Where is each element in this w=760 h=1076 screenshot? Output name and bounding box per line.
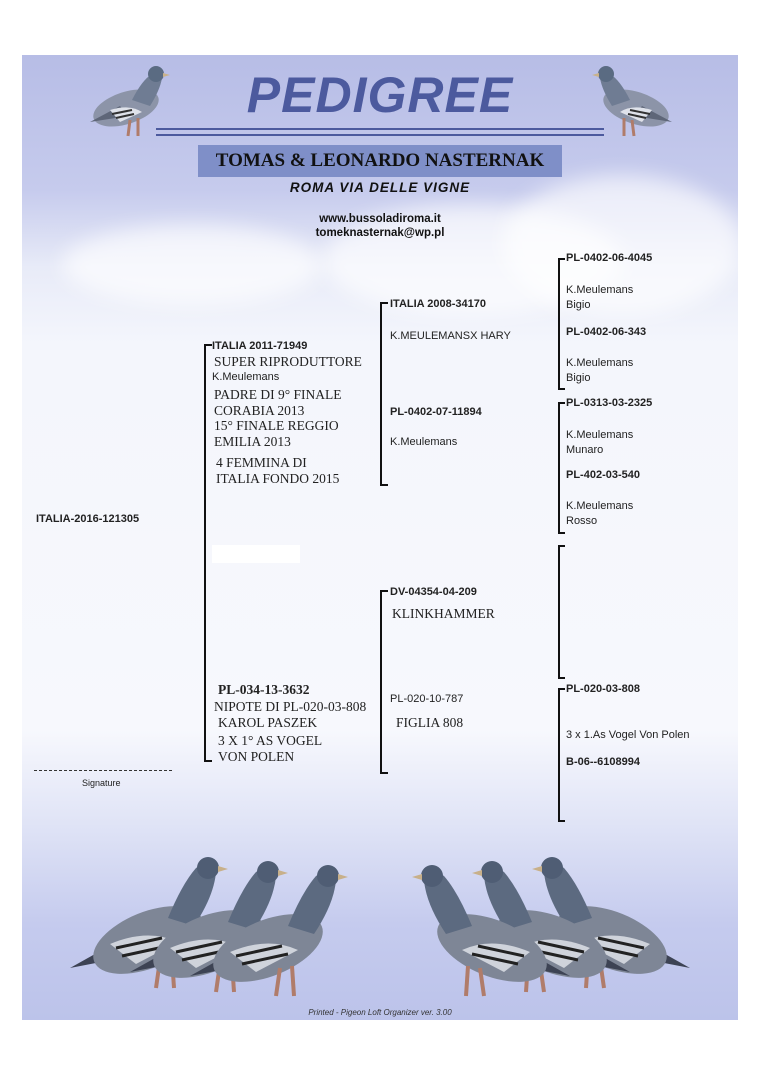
bracket-line bbox=[380, 302, 388, 304]
dam-note: 3 X 1° AS VOGEL bbox=[218, 733, 323, 748]
title-rule bbox=[156, 134, 604, 136]
signature-label: Signature bbox=[82, 778, 121, 788]
gen3-breeder: K.Meulemans bbox=[566, 429, 634, 441]
gen3-name: Munaro bbox=[566, 444, 604, 456]
gen3-breeder: K.Meulemans bbox=[566, 284, 634, 296]
bracket-line bbox=[558, 258, 565, 260]
sire-note: 15° FINALE REGGIO bbox=[214, 418, 339, 433]
bracket-line bbox=[380, 302, 382, 486]
bracket-line bbox=[558, 402, 565, 404]
owner-name: TOMAS & LEONARDO NASTERNAK bbox=[198, 145, 562, 177]
owner-location: ROMA VIA DELLE VIGNE bbox=[289, 180, 471, 195]
sire-note: PADRE DI 9° FINALE bbox=[214, 387, 342, 402]
gen3-ring: PL-0402-06-343 bbox=[566, 326, 647, 338]
gen2-note: K.Meulemans bbox=[390, 436, 458, 448]
bracket-line bbox=[558, 545, 565, 547]
bracket-line bbox=[204, 344, 206, 762]
bracket-line bbox=[380, 772, 388, 774]
bracket-line bbox=[558, 688, 565, 690]
dam-ring: PL-034-13-3632 bbox=[218, 682, 310, 697]
dam-note: NIPOTE DI PL-020-03-808 bbox=[214, 699, 367, 714]
subject-ring: ITALIA-2016-121305 bbox=[36, 513, 140, 525]
dam-note: VON POLEN bbox=[218, 749, 295, 764]
sire-ring: ITALIA 2011-71949 bbox=[212, 340, 308, 352]
bracket-line bbox=[558, 388, 565, 390]
gen3-ring: PL-0402-06-4045 bbox=[566, 252, 653, 264]
gen3-breeder: K.Meulemans bbox=[566, 500, 634, 512]
bracket-line bbox=[558, 545, 560, 679]
sire-note: SUPER RIPRODUTTORE bbox=[214, 354, 362, 369]
bracket-line bbox=[380, 590, 382, 774]
gen3-name: Bigio bbox=[566, 299, 591, 311]
email-link[interactable]: tomeknasternak@wp.pl bbox=[315, 227, 445, 239]
sire-note: ITALIA FONDO 2015 bbox=[216, 471, 340, 486]
bracket-line bbox=[558, 402, 560, 534]
title-rule bbox=[156, 128, 604, 130]
gen3-name: Rosso bbox=[566, 515, 598, 527]
gen2-note: FIGLIA 808 bbox=[396, 715, 464, 730]
gen2-ring: DV-04354-04-209 bbox=[390, 586, 477, 598]
pigeon-group-right-icon bbox=[400, 848, 690, 1003]
bracket-line bbox=[558, 677, 565, 679]
bracket-line bbox=[558, 532, 565, 534]
gen3-ring: PL-402-03-540 bbox=[566, 469, 640, 481]
gen2-note: KLINKHAMMER bbox=[392, 606, 495, 621]
gen3-ring: PL-0313-03-2325 bbox=[566, 397, 653, 409]
pigeon-group-left-icon bbox=[70, 848, 360, 1003]
gen3-ring: PL-020-03-808 bbox=[566, 683, 640, 695]
sire-note: EMILIA 2013 bbox=[214, 434, 291, 449]
gen2-ring: PL-020-10-787 bbox=[390, 693, 464, 705]
signature-line bbox=[34, 770, 172, 771]
bracket-line bbox=[558, 688, 560, 822]
gen2-ring: PL-0402-07-11894 bbox=[390, 406, 482, 418]
dam-note: KAROL PASZEK bbox=[218, 715, 318, 730]
bracket-line bbox=[380, 484, 388, 486]
bracket-line bbox=[204, 760, 212, 762]
website-link[interactable]: www.bussoladiroma.it bbox=[319, 213, 441, 225]
gen2-note: K.MEULEMANSX HARY bbox=[390, 330, 511, 342]
gen3-name: Bigio bbox=[566, 372, 591, 384]
bracket-line bbox=[204, 344, 212, 346]
gen3-ring: B-06--6108994 bbox=[566, 756, 640, 768]
blank-label bbox=[212, 545, 300, 563]
sire-breeder: K.Meulemans bbox=[212, 371, 280, 383]
gen3-note: 3 x 1.As Vogel Von Polen bbox=[566, 729, 690, 741]
bracket-line bbox=[558, 820, 565, 822]
sire-note: 4 FEMMINA DI bbox=[216, 455, 307, 470]
bracket-line bbox=[558, 258, 560, 390]
gen2-ring: ITALIA 2008-34170 bbox=[390, 298, 486, 310]
footer-note: Printed - Pigeon Loft Organizer ver. 3.00 bbox=[308, 1008, 452, 1017]
gen3-breeder: K.Meulemans bbox=[566, 357, 634, 369]
sire-note: CORABIA 2013 bbox=[214, 403, 305, 418]
bracket-line bbox=[380, 590, 388, 592]
page-title: PEDIGREE bbox=[246, 67, 514, 123]
